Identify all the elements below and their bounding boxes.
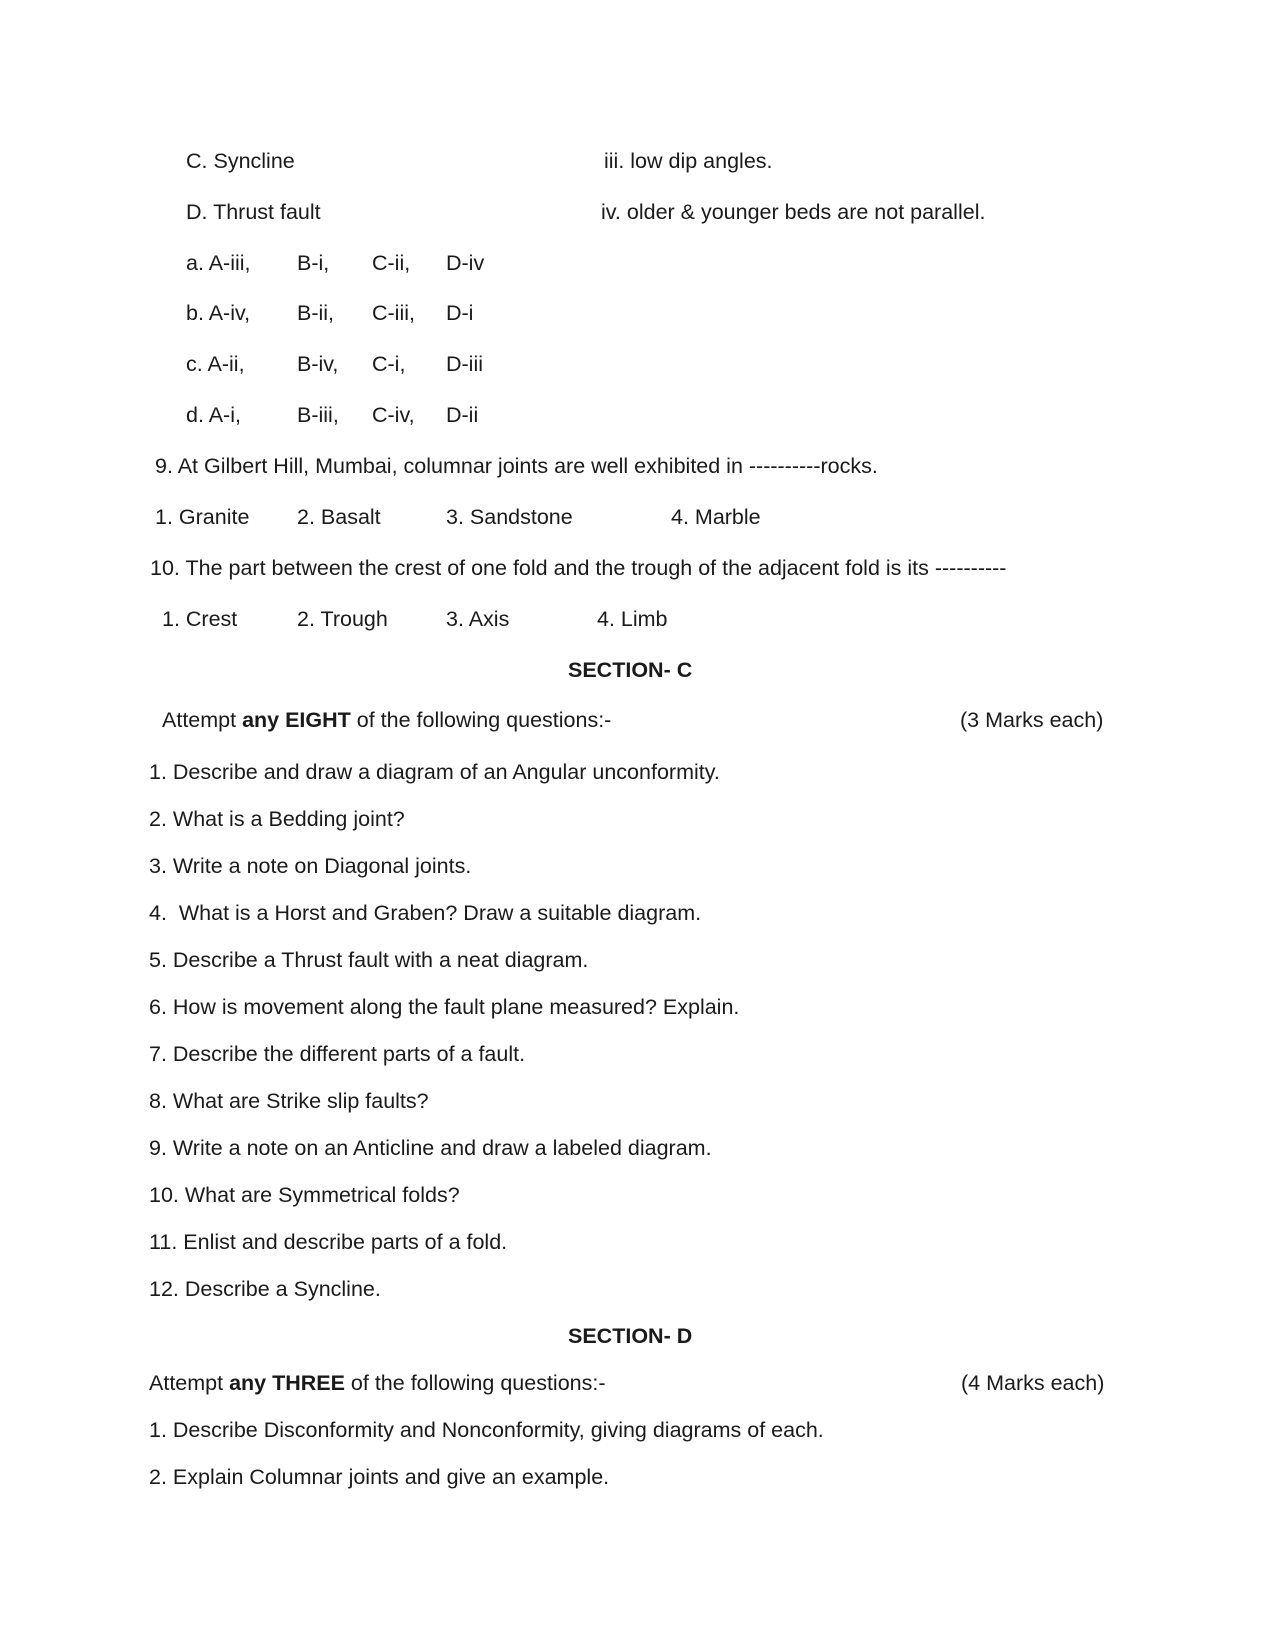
instruction-text: Attempt <box>162 708 243 732</box>
instruction-bold: any EIGHT <box>242 708 351 732</box>
option-part: D-i <box>446 301 474 325</box>
option-part: B-i, <box>297 251 330 275</box>
option-part: D-iii <box>446 352 484 376</box>
option-part: b. A-iv, <box>186 301 251 325</box>
question: 8. What are Strike slip faults? <box>149 1089 429 1113</box>
option-part: a. A-iii, <box>186 251 251 275</box>
option: 2. Basalt <box>297 505 381 529</box>
question: 10. What are Symmetrical folds? <box>149 1183 460 1207</box>
question-10: 10. The part between the crest of one fold and the trough of the adjacent fold is its ---------- <box>150 556 1007 580</box>
option: 4. Marble <box>671 505 761 529</box>
question: 9. Write a note on an Anticline and draw a labeled diagram. <box>149 1136 712 1160</box>
option-part: B-iv, <box>297 352 339 376</box>
match-right-iii: iii. low dip angles. <box>604 149 773 173</box>
section-d-heading: SECTION- D <box>568 1324 693 1348</box>
question: 12. Describe a Syncline. <box>149 1277 381 1301</box>
instruction-text: of the following questions:- <box>344 1371 606 1395</box>
section-c-heading: SECTION- C <box>568 658 693 682</box>
question-9: 9. At Gilbert Hill, Mumbai, columnar joints are well exhibited in ----------rocks. <box>155 454 878 478</box>
option: 3. Axis <box>446 607 510 631</box>
question: 7. Describe the different parts of a fault. <box>149 1042 526 1066</box>
question: 6. How is movement along the fault plane measured? Explain. <box>149 995 740 1019</box>
match-left-d: D. Thrust fault <box>186 200 321 224</box>
question: 2. Explain Columnar joints and give an example. <box>149 1465 610 1489</box>
instruction-text: Attempt <box>149 1371 230 1395</box>
section-d-instruction <box>149 1370 606 1396</box>
option-part: C-ii, <box>372 251 411 275</box>
section-c-instruction <box>162 707 611 733</box>
section-c-marks: (3 Marks each) <box>960 708 1104 732</box>
option-part: D-iv <box>446 251 485 275</box>
question: 1. Describe Disconformity and Nonconformity, giving diagrams of each. <box>149 1418 824 1442</box>
question: 1. Describe and draw a diagram of an Angular unconformity. <box>149 760 720 784</box>
option: 2. Trough <box>297 607 388 631</box>
option-part: B-iii, <box>297 403 339 427</box>
option-part: B-ii, <box>297 301 335 325</box>
option: 3. Sandstone <box>446 505 573 529</box>
instruction-bold: any THREE <box>229 1371 345 1395</box>
question: 11. Enlist and describe parts of a fold. <box>149 1230 508 1254</box>
match-right-iv: iv. older & younger beds are not parallel. <box>601 200 986 224</box>
option-part: C-iii, <box>372 301 415 325</box>
option-part: C-i, <box>372 352 406 376</box>
question: 4. What is a Horst and Graben? Draw a suitable diagram. <box>149 901 702 925</box>
option-part: D-ii <box>446 403 479 427</box>
section-d-marks: (4 Marks each) <box>961 1371 1105 1395</box>
option: 4. Limb <box>597 607 668 631</box>
match-left-c: C. Syncline <box>186 149 295 173</box>
instruction-text: of the following questions:- <box>350 708 612 732</box>
option: 1. Granite <box>155 505 250 529</box>
option: 1. Crest <box>162 607 238 631</box>
option-part: c. A-ii, <box>186 352 245 376</box>
question: 5. Describe a Thrust fault with a neat diagram. <box>149 948 589 972</box>
option-part: d. A-i, <box>186 403 241 427</box>
question: 2. What is a Bedding joint? <box>149 807 405 831</box>
question: 3. Write a note on Diagonal joints. <box>149 854 472 878</box>
option-part: C-iv, <box>372 403 415 427</box>
